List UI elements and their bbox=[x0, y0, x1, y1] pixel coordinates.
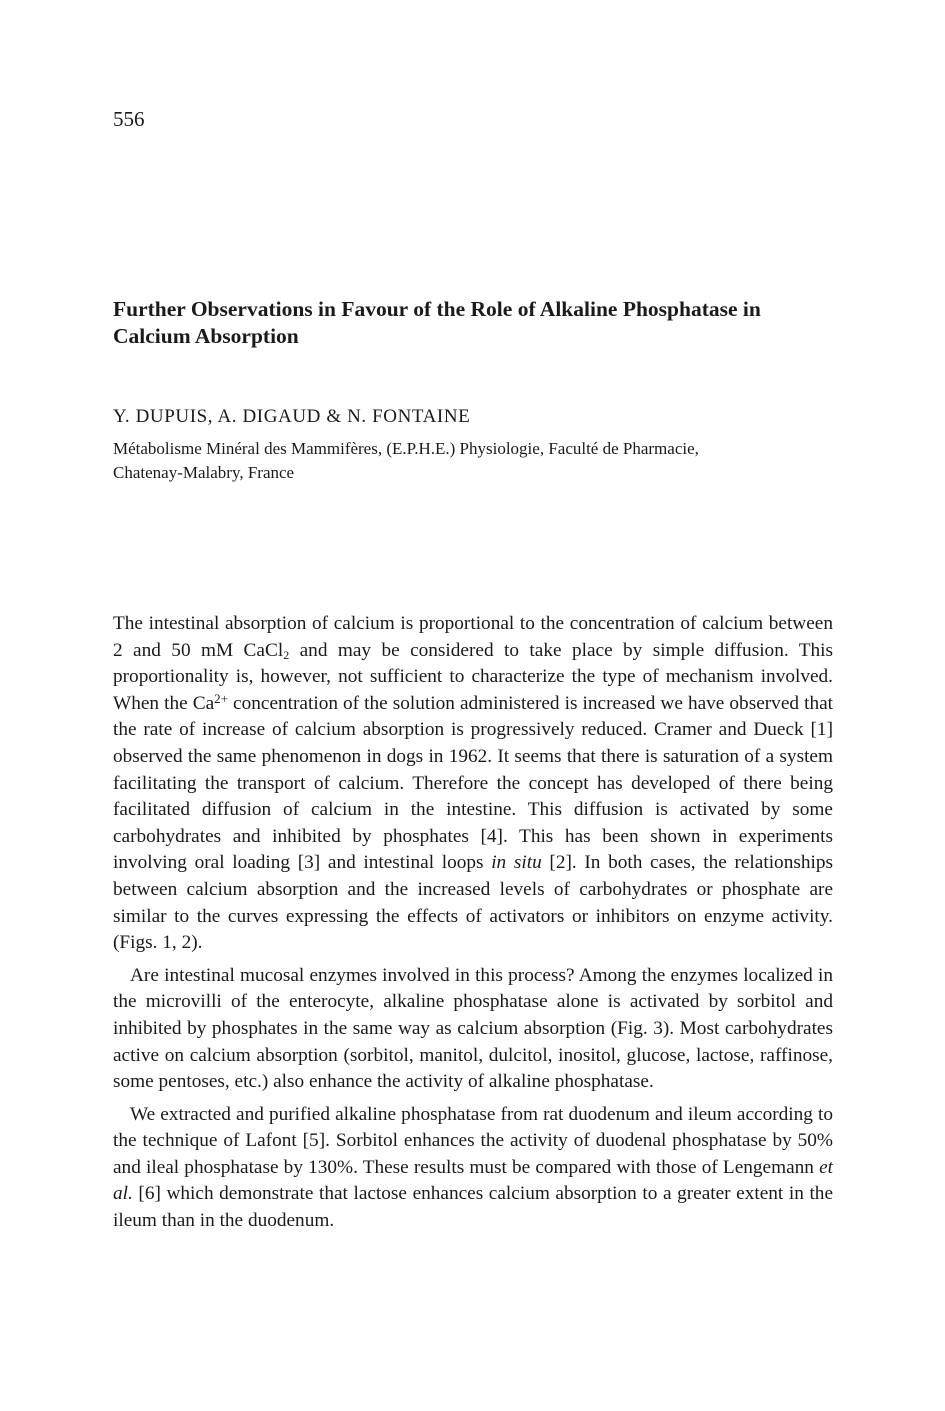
paragraph-3-part-2: [6] which demonstrate that lactose enhances calcium absorption to a greater extent in the ileum than in the duodenum. bbox=[113, 1183, 833, 1232]
cacl2-subscript: 2 bbox=[283, 647, 290, 662]
affiliation bbox=[113, 437, 833, 484]
ca-charge-superscript: 2+ bbox=[214, 690, 228, 706]
paragraph-3-part-1: We extracted and purified alkaline phosphatase from rat duodenum and ileum according to the technique of Lafont [5]. Sorbitol enhances the activity of duodenal phosphatase by 50% and ileal phosphatase by 130%. These results must be compared with those of Lengemann bbox=[113, 1103, 833, 1178]
affiliation-line-1: Métabolisme Minéral des Mammifères, (E.P.H.E.) Physiologie, Faculté de Pharmacie, bbox=[113, 439, 699, 458]
in-situ-italic: in situ bbox=[491, 852, 542, 874]
paragraph-1 bbox=[113, 611, 833, 957]
paragraph-1-part-1: The intestinal absorption of calcium is proportional to the concentration of calcium between 2 and 50 mM CaCl bbox=[113, 613, 833, 661]
paragraph-1-part-4: [2]. In both cases, the relationships between calcium absorption and the increased levels of carbohydrates or phosphate are similar to the curves expressing the effects of activators or inhibitors on enzyme activity. (Figs. 1, 2). bbox=[113, 852, 833, 954]
paragraph-1-part-3: concentration of the solution administered is increased we have observed that the rate of increase of calcium absorption is progressively reduced. Cramer and Dueck [1] observed the same phenomenon in dogs in 1962. It seems that there is saturation of a system facilitating the transport of calcium. Therefore the concept has developed of there being facilitated diffusion of calcium in the intestine. This diffusion is activated by some carbohydrates and inhibited by phosphates [4]. This has been shown in experiments involving oral loading [3] and intestinal loops bbox=[113, 692, 833, 874]
paragraph-2: Are intestinal mucosal enzymes involved in this process? Among the enzymes localized in the microvilli of the enterocyte, alkaline phosphatase alone is activated by sorbitol and inhibited by phosphates in the same way as calcium absorption (Fig. 3). Most carbohydrates active on calcium absorption (sorbitol, manitol, dulcitol, inositol, glucose, lactose, raffinose, some pentoses, etc.) also enhance the activity of alkaline phosphatase. bbox=[113, 964, 833, 1093]
et-al-italic: et al. bbox=[113, 1156, 833, 1205]
affiliation-line-2: Chatenay-Malabry, France bbox=[113, 462, 295, 482]
authors: Y. DUPUIS, A. DIGAUD & N. FONTAINE bbox=[113, 406, 471, 427]
page-number: 556 bbox=[113, 107, 145, 131]
body-text bbox=[113, 611, 833, 1235]
paragraph-1-part-2: and may be considered to take place by simple diffusion. This proportionality is, however, not sufficient to characterize the type of mechanism involved. When the Ca bbox=[113, 639, 833, 714]
paragraph-3 bbox=[113, 1102, 833, 1235]
paper-title: Further Observations in Favour of the Role of Alkaline Phosphatase in Calcium Absorption bbox=[113, 297, 761, 348]
